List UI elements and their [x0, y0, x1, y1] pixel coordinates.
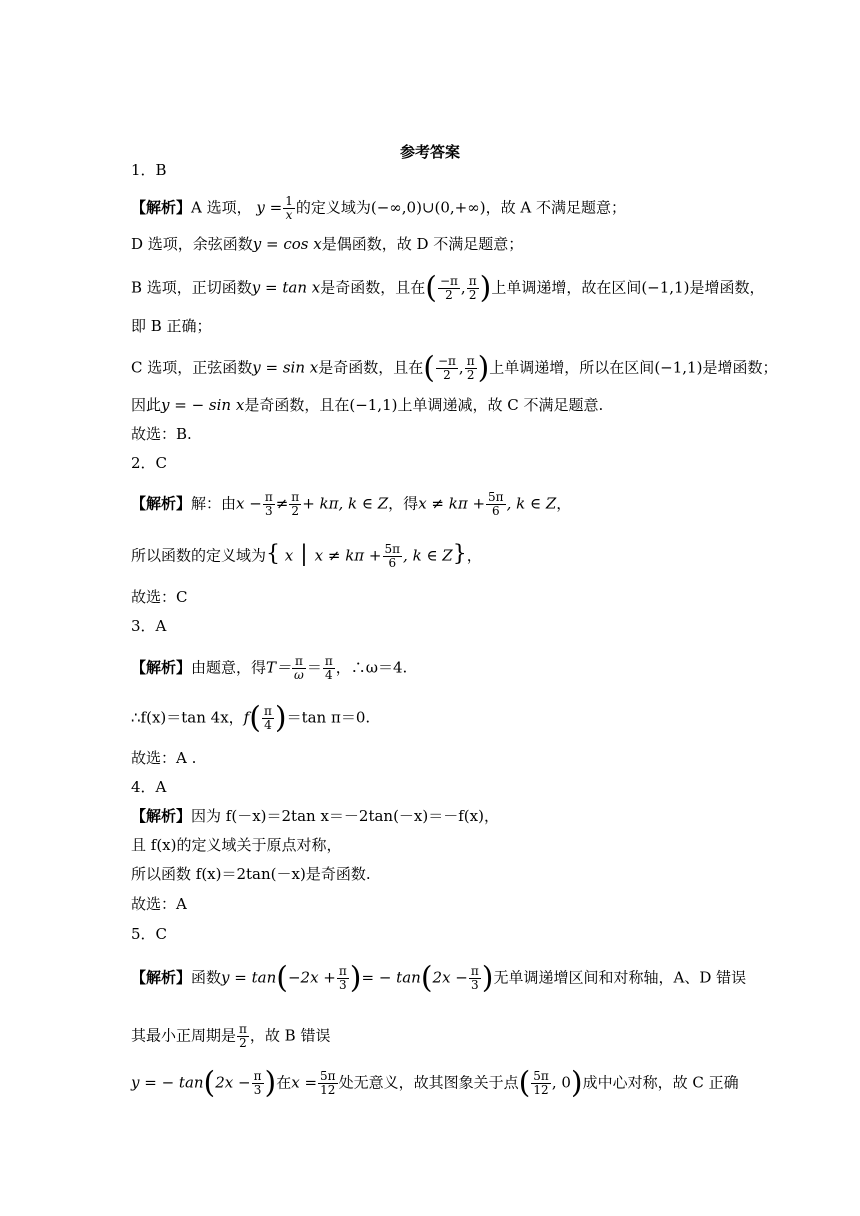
answer-3-label: 3．A: [131, 617, 167, 635]
q4-line-2: 且 f(x)的定义域关于原点对称，: [131, 836, 342, 854]
q3-select: 故选：A .: [131, 749, 197, 767]
q5-line-1: 【解析】函数y = tan(−2x + $\frac{\pi}{3}$ )= − tan(2x − $\frac{\pi}{3}$ )无单调递增区间和对称轴，A、D 错误: [131, 960, 747, 996]
q5-line-2: 其最小正周期是 $\frac{\pi}{2}$ ，故 B 错误: [131, 1022, 331, 1050]
answer-2-label: 2．C: [131, 454, 168, 472]
q4-line-3: 所以函数 f(x)＝2tan(－x)是奇函数.: [131, 865, 371, 883]
q1-line-6: 因此y = − sin x是奇函数，且在(−1,1)上单调递减，故 C 不满足题意.: [131, 396, 604, 414]
q4-line-1: 【解析】因为 f(－x)＝2tan x＝－2tan(－x)＝－f(x)，: [131, 807, 499, 825]
q3-line-2: ∴f(x)＝tan 4x，f( $\frac{\pi}{4}$ )＝tan π＝0.: [131, 700, 371, 736]
q1-line-1: 【解析】A 选项， y = $\frac{1}{x}$ 的定义域为(−∞,0)∪(0,+∞)，故 A 不满足题意；: [131, 194, 626, 222]
q2-line-1: 【解析】解：由x − $\frac{\pi}{3}$ ≠ $\frac{\pi}{2}$ + kπ, k ∈ Z，得x ≠ kπ + $\frac{5\pi}{6}$ , k ∈ Z，: [131, 490, 572, 518]
q2-select: 故选：C: [131, 588, 188, 606]
q4-select: 故选：A: [131, 895, 187, 913]
q3-line-1: 【解析】由题意，得T＝ $\frac{\pi}{\omega}$ ＝ $\frac{\pi}{4}$ ，∴ω＝4.: [131, 654, 408, 682]
q1-line-5: C 选项，正弦函数y = sin x是奇函数，且在( $\frac{-\pi}{2}$ , $\frac{\pi}{2}$ )上单调递增，所以在区间(−1,1)是增函数；: [131, 350, 778, 386]
q1-line-2: D 选项，余弦函数y = cos x是偶函数，故 D 不满足题意；: [131, 235, 524, 253]
q1-line-4: 即 B 正确；: [131, 317, 212, 335]
page-title: 参考答案: [399, 143, 460, 161]
q1-select: 故选：B.: [131, 425, 192, 443]
q2-line-2: 所以函数的定义域为{ x | x ≠ kπ + $\frac{5\pi}{6}$ , k ∈ Z}，: [131, 541, 482, 570]
q1-line-3: B 选项，正切函数y = tan x是奇函数，且在( $\frac{-\pi}{2}$ , $\frac{\pi}{2}$ )上单调递增，故在区间(−1,1)是增函数，: [131, 270, 765, 306]
answer-5-label: 5．C: [131, 925, 168, 943]
answer-4-label: 4．A: [131, 778, 167, 796]
q5-line-3: y = − tan(2x − $\frac{\pi}{3}$ )在x = $\frac{5\pi}{12}$ 处无意义，故其图象关于点( $\frac{5\pi}{12}$ , 0)成中心对称，故 C 正确: [131, 1065, 739, 1101]
answer-1-label: 1．B: [131, 161, 167, 179]
